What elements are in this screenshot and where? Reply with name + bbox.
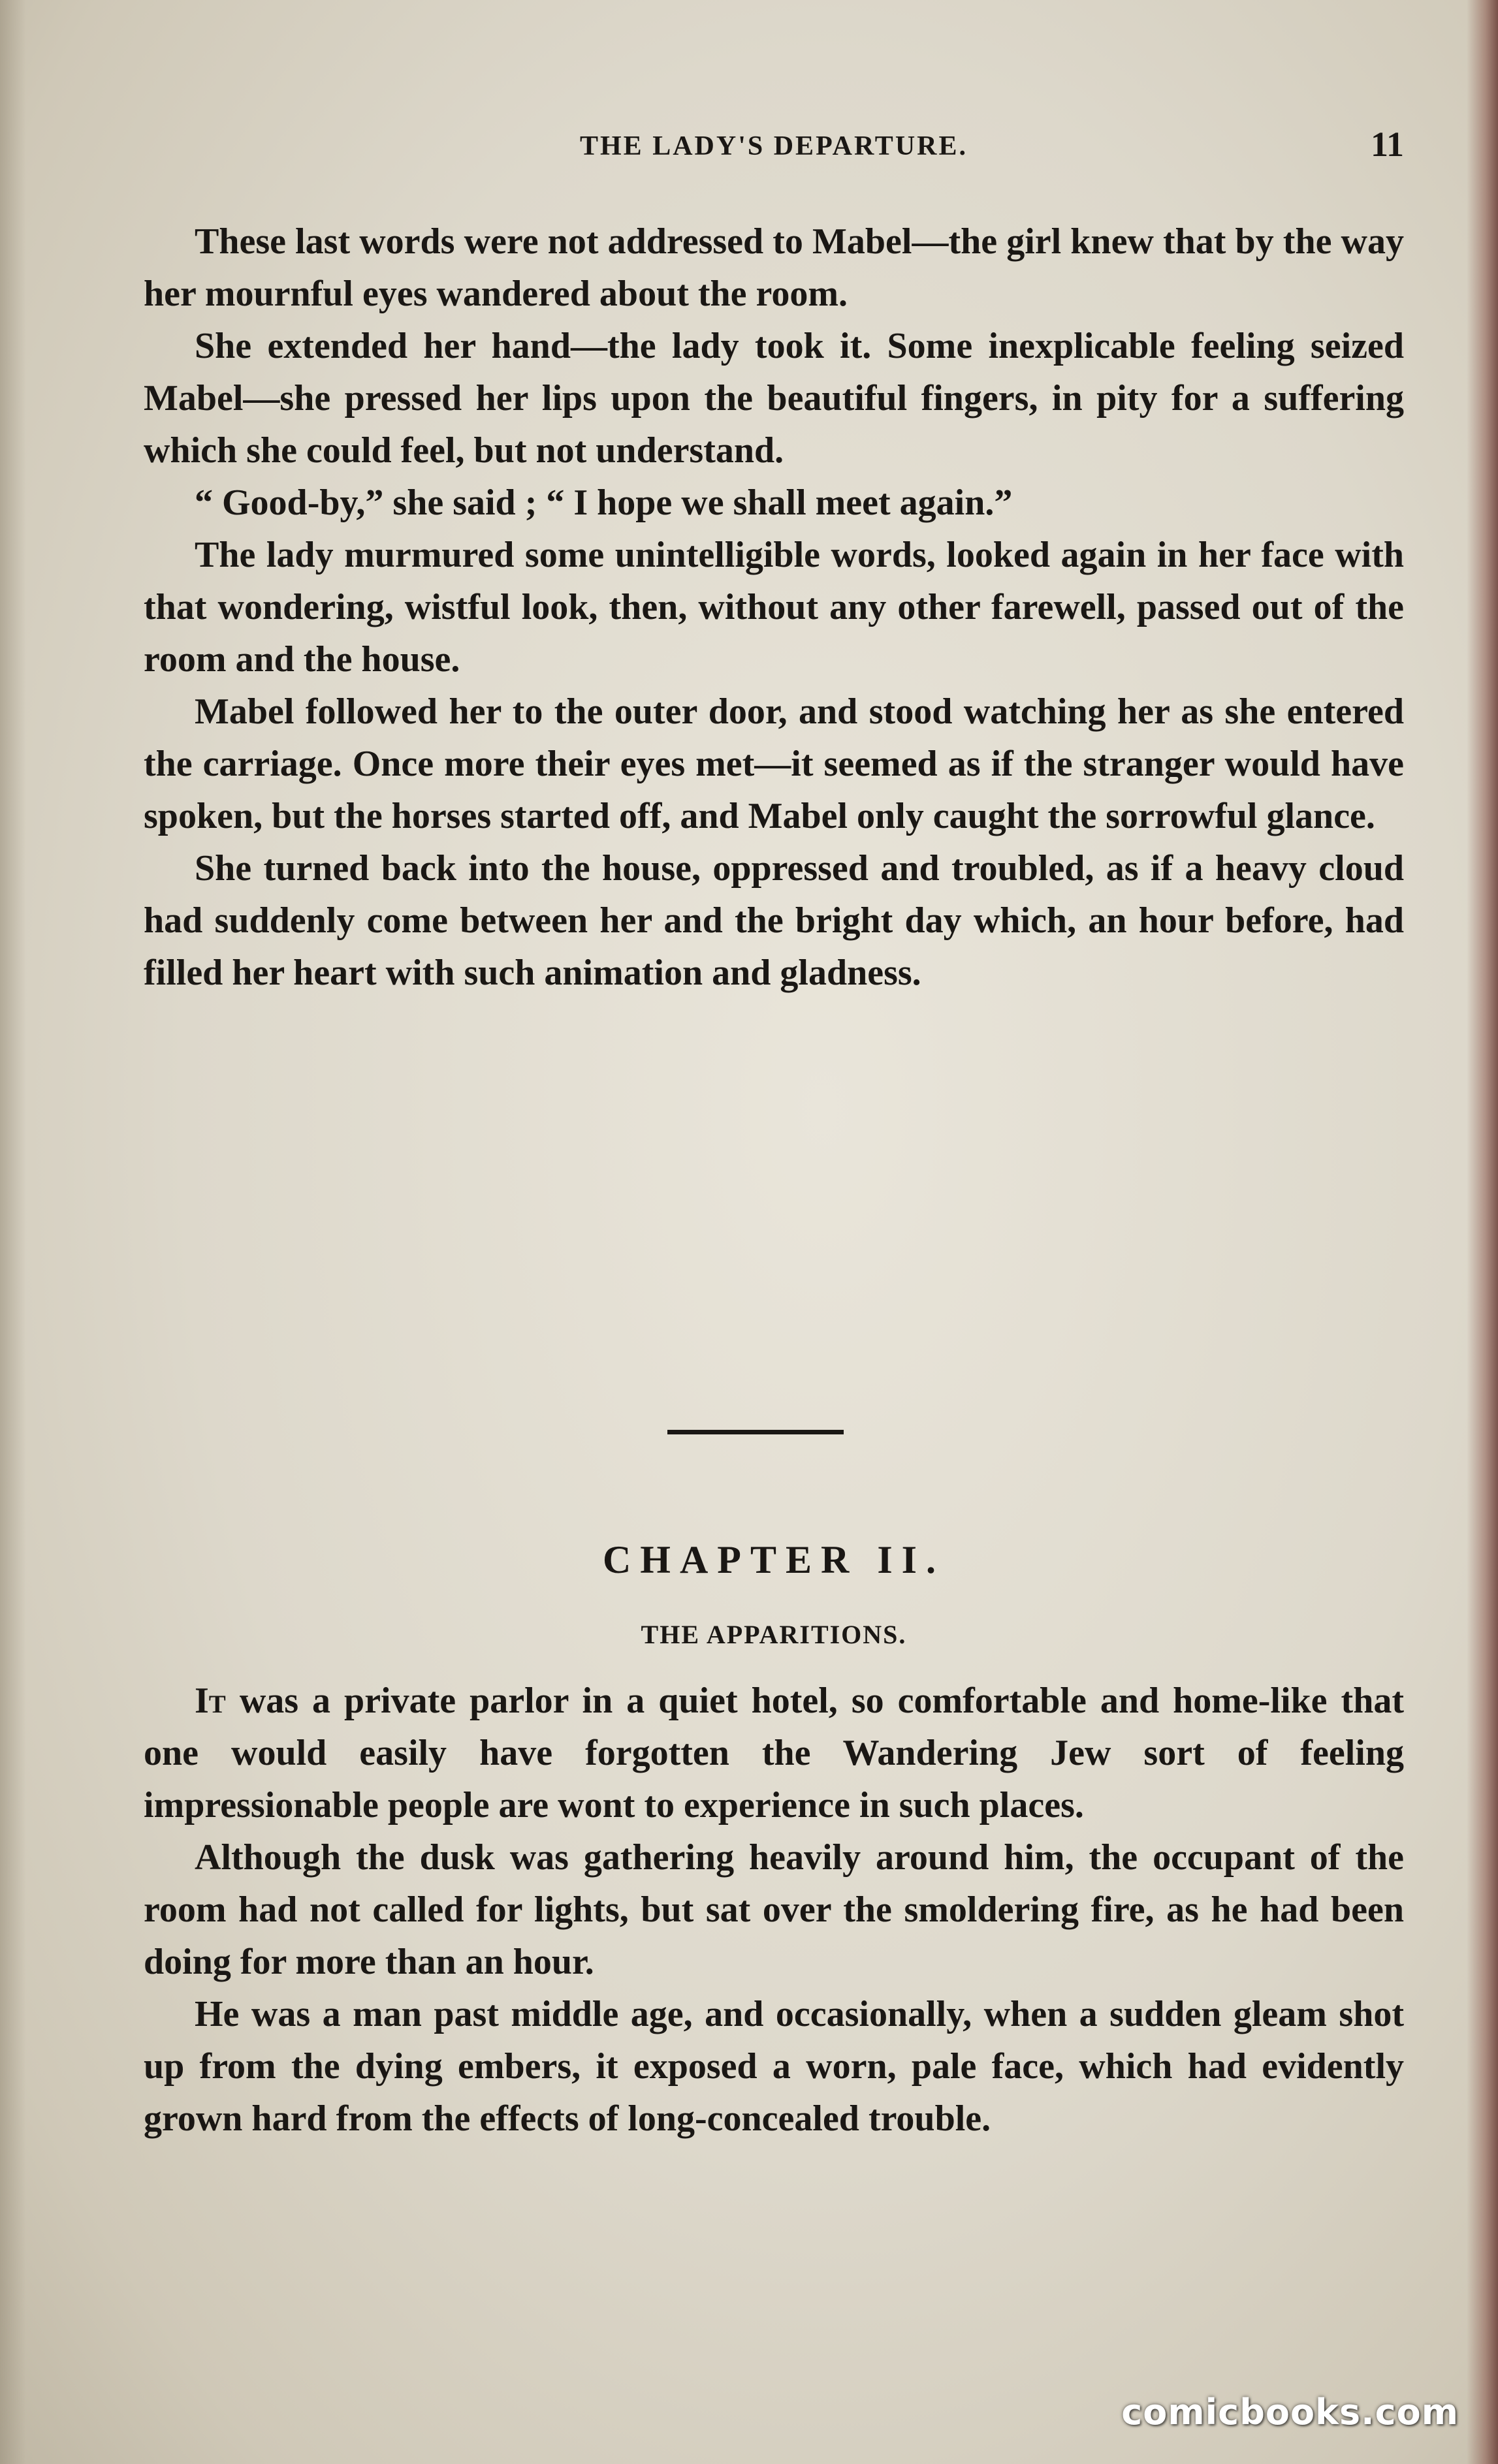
page-right-edge [1467, 0, 1498, 2464]
paragraph: The lady murmured some unintelligible words, looked again in her face with that wondering, wistful look, then, without any other farewell, passed out of the room and the house. [144, 535, 1404, 680]
chapter-one-ending [144, 215, 1404, 999]
paragraph: Mabel followed her to the outer door, and stood watching her as she entered the carriage. Once more their eyes met—it seemed as if the stranger would have spoken, but the horses started off, and Mabel only caught the sorrowful glance. [144, 691, 1404, 836]
running-head [144, 124, 1404, 176]
paragraph: Although the dusk was gathering heavily around him, the occupant of the room had not called for lights, but sat over the smoldering fire, as he had been doing for more than an hour. [144, 1837, 1404, 1982]
page-number: 11 [1370, 125, 1404, 164]
chapter-title: CHAPTER II. [602, 1538, 946, 1581]
lead-word: It [195, 1681, 226, 1721]
paragraph-text: was a private parlor in a quiet hotel, so comfortable and home-like that one would easily have forgotten the Wandering Jew sort of feeling impressionable people are wont to experience in such places. [144, 1681, 1404, 1825]
page-left-edge [0, 0, 26, 2464]
chapter-two-opening [144, 1675, 1404, 2145]
chapter-subtitle: THE APPARITIONS. [641, 1620, 907, 1649]
paragraph: She extended her hand—the lady took it. Some inexplicable feeling seized Mabel—she pressed her lips upon the beautiful fingers, in pity for a suffering which she could feel, but not understand. [144, 326, 1404, 471]
paragraph: He was a man past middle age, and occasionally, when a sudden gleam shot up from the dying embers, it exposed a worn, pale face, which had evidently grown hard from the effects of long-concealed trouble. [144, 1994, 1404, 2139]
paragraph [144, 1675, 1404, 1831]
watermark: comicbooks.com [1121, 2392, 1459, 2433]
section-divider-rule [667, 1430, 844, 1434]
paragraph: These last words were not addressed to Mabel—the girl knew that by the way her mournful eyes wandered about the room. [144, 221, 1404, 314]
paragraph: “ Good-by,” she said ; “ I hope we shall meet again.” [195, 482, 1013, 523]
paragraph: She turned back into the house, oppressed and troubled, as if a heavy cloud had suddenly come between her and the bright day which, an hour before, had filled her heart with such animation and gladness. [144, 848, 1404, 993]
running-title: THE LADY'S DEPARTURE. [580, 131, 968, 161]
